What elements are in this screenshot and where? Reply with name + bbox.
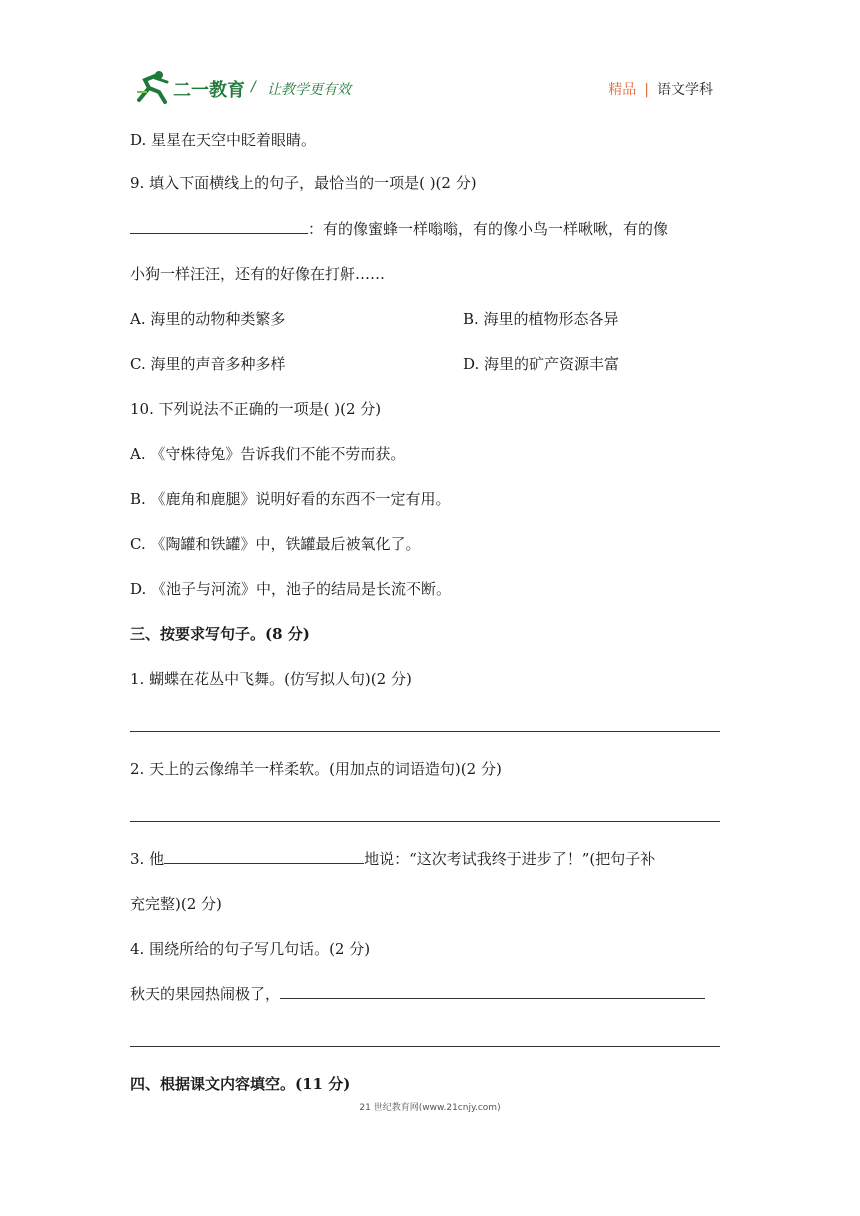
s3-q4: 4. 围绕所给的句子写几句话。(2 分) xyxy=(130,940,371,958)
q10-prompt: 10. 下列说法不正确的一项是( )(2 分) xyxy=(130,400,382,418)
page-header xyxy=(135,70,725,106)
q9-option-d: D. 海里的矿产资源丰富 xyxy=(463,355,620,373)
quality-label: 精品 xyxy=(608,82,637,98)
runner-logo-icon xyxy=(135,70,175,104)
s3-q2-answer-line[interactable] xyxy=(130,821,720,822)
s3-q1: 1. 蝴蝶在花丛中飞舞。(仿写拟人句)(2 分) xyxy=(130,670,412,688)
brand-slogan: 让教学更有效 xyxy=(267,82,351,98)
q8-option-d: D. 星星在天空中眨着眼睛。 xyxy=(130,131,317,149)
header-right xyxy=(608,79,713,99)
q10-option-d: D. 《池子与河流》中，池子的结局是长流不断。 xyxy=(130,580,452,598)
section-3-title: 三、按要求写句子。(8 分) xyxy=(130,625,310,643)
q10-option-a: A. 《守株待兔》告诉我们不能不劳而获。 xyxy=(130,445,406,463)
q9-sentence-line1 xyxy=(130,219,668,239)
s3-q1-answer-line[interactable] xyxy=(130,731,720,732)
s3-q4-starter-text: 秋天的果园热闹极了， xyxy=(130,985,281,1003)
header-slash: / xyxy=(251,79,256,95)
section-4-title: 四、根据课文内容填空。(11 分) xyxy=(130,1075,351,1093)
s3-q2: 2. 天上的云像绵羊一样柔软。(用加点的词语造句)(2 分) xyxy=(130,760,502,778)
s3-q3-line1 xyxy=(130,849,655,869)
s3-q3-prefix: 3. 他 xyxy=(130,850,165,868)
q10-option-b: B. 《鹿角和鹿腿》说明好看的东西不一定有用。 xyxy=(130,490,451,508)
q9-option-b: B. 海里的植物形态各异 xyxy=(463,310,619,328)
q9-option-c: C. 海里的声音多种多样 xyxy=(130,355,286,373)
subject-label: 语文学科 xyxy=(657,82,713,98)
s3-q3-suffix: 地说：“这次考试我终于进步了！”(把句子补 xyxy=(364,850,656,868)
q9-prompt: 9. 填入下面横线上的句子，最恰当的一项是( )(2 分) xyxy=(130,174,477,192)
page-footer: 21 世纪教育网(www.21cnjy.com) xyxy=(359,1103,501,1113)
q9-option-a: A. 海里的动物种类繁多 xyxy=(130,310,286,328)
q9-blank[interactable] xyxy=(130,219,308,234)
s3-q4-answer-line[interactable] xyxy=(130,1046,720,1047)
s3-q4-starter xyxy=(130,984,705,1004)
s3-q4-blank[interactable] xyxy=(280,984,705,999)
brand-name: 二一教育 xyxy=(173,80,245,101)
s3-q3-blank[interactable] xyxy=(164,849,364,864)
q9-sentence-text: ：有的像蜜蜂一样嗡嗡，有的像小鸟一样啾啾，有的像 xyxy=(308,220,669,238)
header-divider: | xyxy=(644,82,649,98)
q10-option-c: C. 《陶罐和铁罐》中，铁罐最后被氧化了。 xyxy=(130,535,421,553)
s3-q3-line2: 充完整)(2 分) xyxy=(130,895,222,913)
q9-sentence-line2: 小狗一样汪汪，还有的好像在打鼾…… xyxy=(130,265,386,283)
